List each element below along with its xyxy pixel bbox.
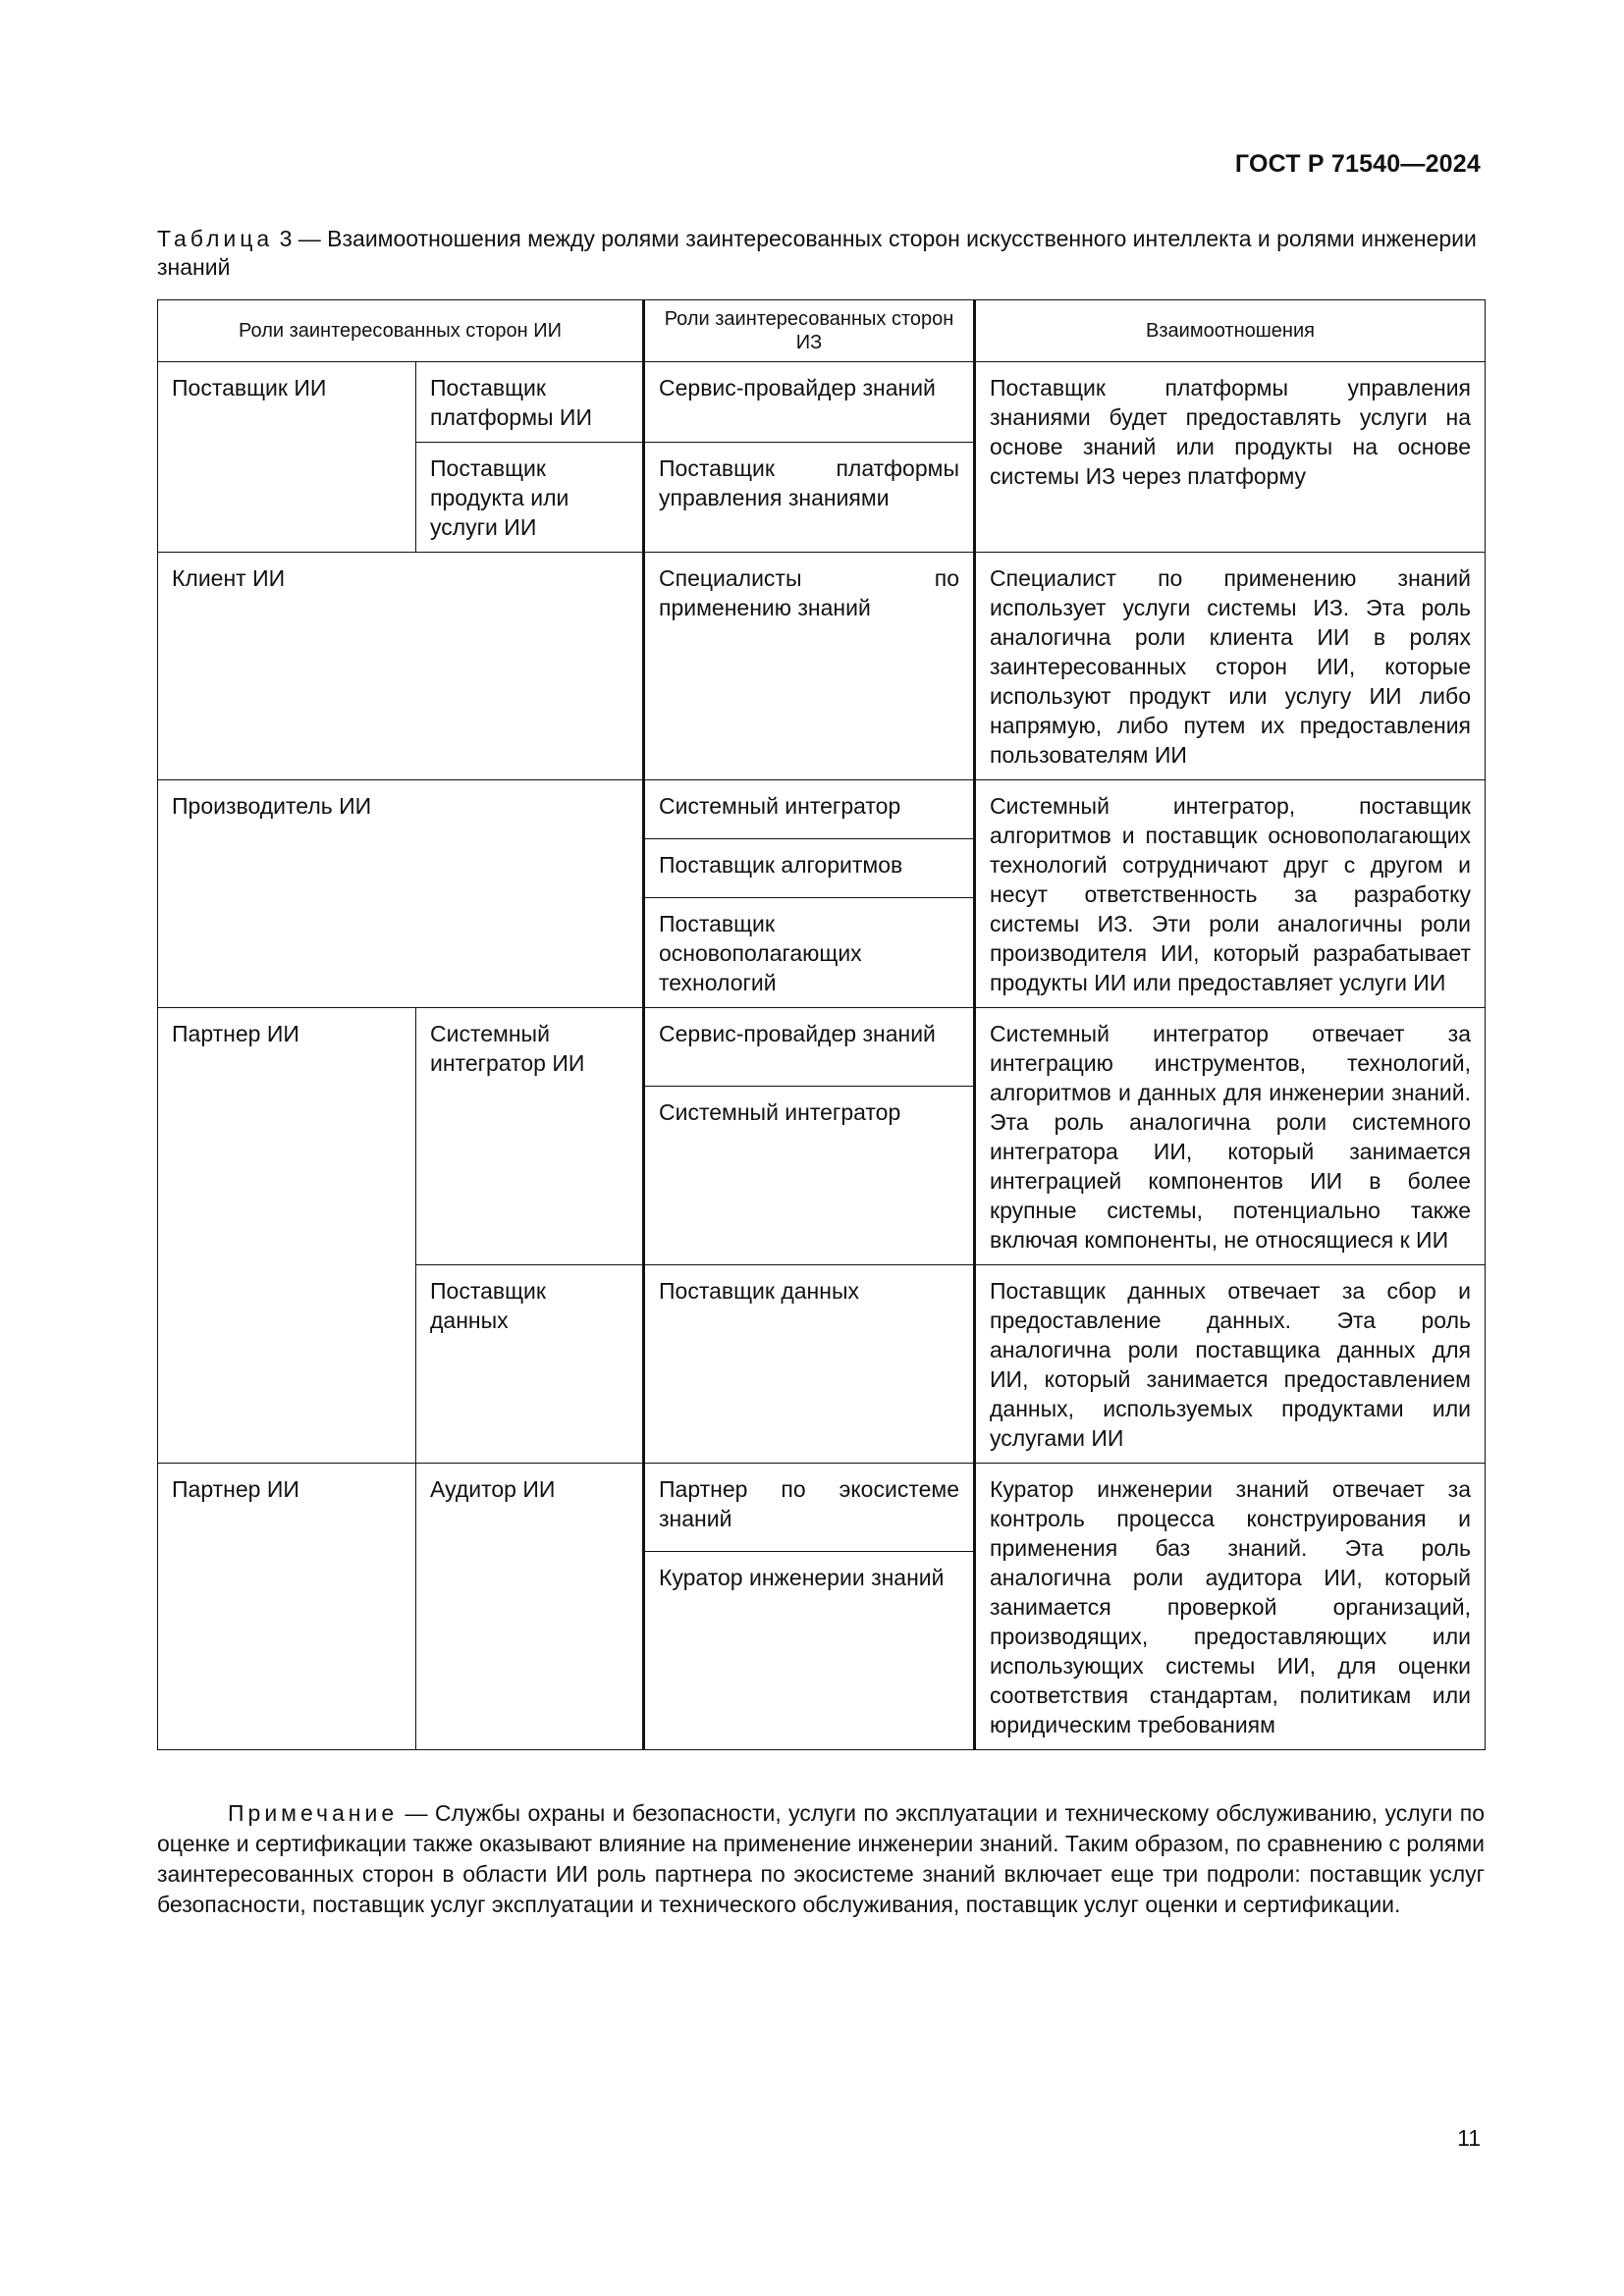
roles-table [157,299,1486,1750]
table-caption [157,225,1485,282]
ai-role-cell: Партнер ИИ [158,1464,416,1750]
ke-role-cell: Сервис-провайдер знаний [644,362,975,443]
table-header-row [158,300,1486,362]
header-ke-roles: Роли заинтересованных сторон ИЗ [644,300,975,362]
standard-number: ГОСТ Р 71540—2024 [1234,150,1481,178]
relation-cell: Куратор инженерии знаний отвечает за контроль процесса конструирования и применения баз знаний. Эта роль аналогична роли аудитора ИИ, который занимается проверкой организаций, производящих, предоставляющих или использующих системы ИИ, для оценки соответствия стандартам, политикам или юридическим требованиям [975,1464,1486,1750]
ai-role-cell: Клиент ИИ [158,553,644,780]
ai-role-cell: Производитель ИИ [158,780,644,1008]
page-number: 11 [1457,2125,1481,2151]
ke-role-cell: Поставщик данных [644,1265,975,1464]
ai-subrole-cell: Поставщик данных [416,1265,644,1464]
ai-role-cell: Поставщик ИИ [158,362,416,553]
table-row [158,553,1486,780]
relation-cell: Поставщик данных отвечает за сбор и предоставление данных. Эта роль аналогична роли поставщика данных для ИИ, который занимается предоставлением данных, используемых продуктами или услугами ИИ [975,1265,1486,1464]
note-label: Примечание [228,1800,399,1826]
table-note [157,1798,1485,1920]
relation-cell: Поставщик платформы управления знаниями будет предоставлять услуги на основе знаний или продукты на основе системы ИЗ через платформу [975,362,1486,553]
header-relations: Взаимоотношения [975,300,1486,362]
table-caption-label: Таблица [157,226,274,251]
ai-subrole-cell: Аудитор ИИ [416,1464,644,1750]
ke-role-cell: Специалисты по применению знаний [644,553,975,780]
table-row [158,1464,1486,1552]
ke-role-cell: Поставщик основополагающих технологий [644,898,975,1008]
table-row [158,1008,1486,1087]
ke-role-cell: Поставщик алгоритмов [644,839,975,898]
ai-subrole-cell: Системный интегратор ИИ [416,1008,644,1265]
ke-role-cell: Партнер по экосистеме знаний [644,1464,975,1552]
ke-role-cell: Сервис-провайдер знаний [644,1008,975,1087]
table-row [158,780,1486,839]
ai-subrole-cell: Поставщик платформы ИИ [416,362,644,443]
ke-role-cell: Куратор инженерии знаний [644,1552,975,1750]
note-text: — Службы охраны и безопасности, услуги по эксплуатации и техническому обслуживанию, услуги по оценке и сертификации также оказывают влияние на применение инженерии знаний. Таким образом, по сравнению с ролями заинтересованных сторон в области ИИ роль партнера по экосистеме знаний включает еще три подроли: поставщик услуг безопасности, поставщик услуг эксплуатации и технического обслуживания, поставщик услуг оценки и сертификации. [157,1800,1485,1917]
ke-role-cell: Системный интегратор [644,780,975,839]
table-caption-text: 3 — Взаимоотношения между ролями заинтересованных сторон искусственного интеллекта и ролями инженерии знаний [157,226,1477,280]
relation-cell: Системный интегратор, поставщик алгоритмов и поставщик основополагающих технологий сотрудничают друг с другом и несут ответственность за разработку системы ИЗ. Эти роли аналогичны роли производителя ИИ, который разрабатывает продукты ИИ или предоставляет услуги ИИ [975,780,1486,1008]
table-row [158,362,1486,443]
ke-role-cell: Системный интегратор [644,1087,975,1265]
relation-cell: Системный интегратор отвечает за интеграцию инструментов, технологий, алгоритмов и данных для инженерии знаний. Эта роль аналогична роли системного интегратора ИИ, который занимается интеграцией компонентов ИИ в более крупные системы, потенциально также включая компоненты, не относящиеся к ИИ [975,1008,1486,1265]
header-ai-roles: Роли заинтересованных сторон ИИ [158,300,644,362]
ai-subrole-cell: Поставщик продукта или услуги ИИ [416,443,644,553]
ke-role-cell: Поставщик платформы управления знаниями [644,443,975,553]
relation-cell: Специалист по применению знаний использует услуги системы ИЗ. Эта роль аналогична роли клиента ИИ в ролях заинтересованных сторон ИИ, которые используют продукт или услугу ИИ либо напрямую, либо путем их предоставления пользователям ИИ [975,553,1486,780]
ai-role-cell: Партнер ИИ [158,1008,416,1464]
